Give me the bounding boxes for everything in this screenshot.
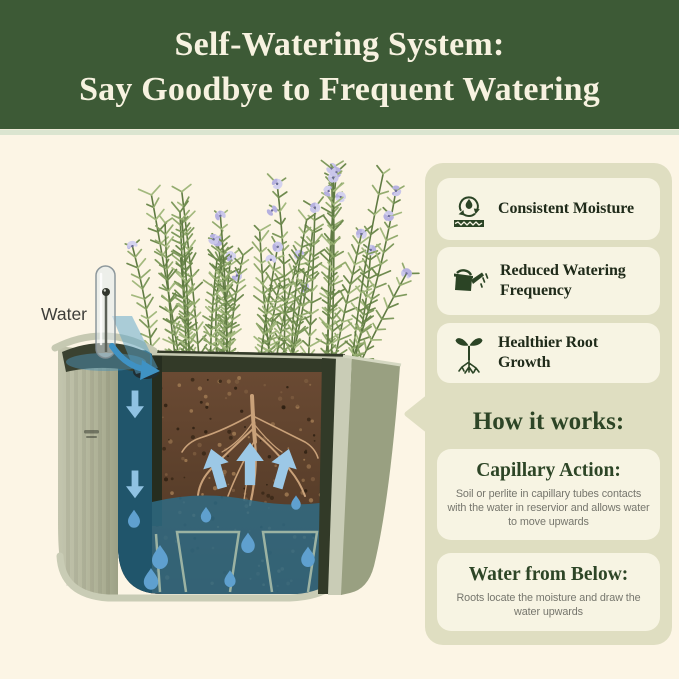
benefit-card-reduced-watering [437,247,660,315]
benefit-label: Healthier Root Growth [498,334,599,371]
planter-illustration [0,128,430,679]
benefit-label: Reduced Watering Frequency [500,262,626,299]
step-title: Capillary Action: [476,460,621,481]
step-title: Water from Below: [468,564,629,585]
step-card-capillary-action [437,449,660,540]
benefit-card-consistent-moisture [437,178,660,240]
planter-cross-section [118,350,346,596]
step-card-water-from-below [437,553,660,631]
seedling-roots-icon [450,330,488,376]
benefit-label: Consistent Moisture [498,200,635,217]
page-title-line1: Self-Watering System: [174,26,505,64]
how-it-works-heading: How it works: [472,408,625,435]
watering-can-icon [450,264,490,298]
moisture-cycle-icon [450,189,488,229]
step-description: Roots locate the moisture and draw the water upwards [456,592,641,619]
header-banner [0,0,679,129]
step-description: Soil or perlite in capillary tubes contacts with the water in reservior and allows water to move upwards [447,488,650,529]
info-panel [425,163,672,645]
water-label: Water [40,304,88,324]
page-title-line2: Say Goodbye to Frequent Watering [79,70,600,108]
benefit-card-healthier-roots [437,323,660,383]
